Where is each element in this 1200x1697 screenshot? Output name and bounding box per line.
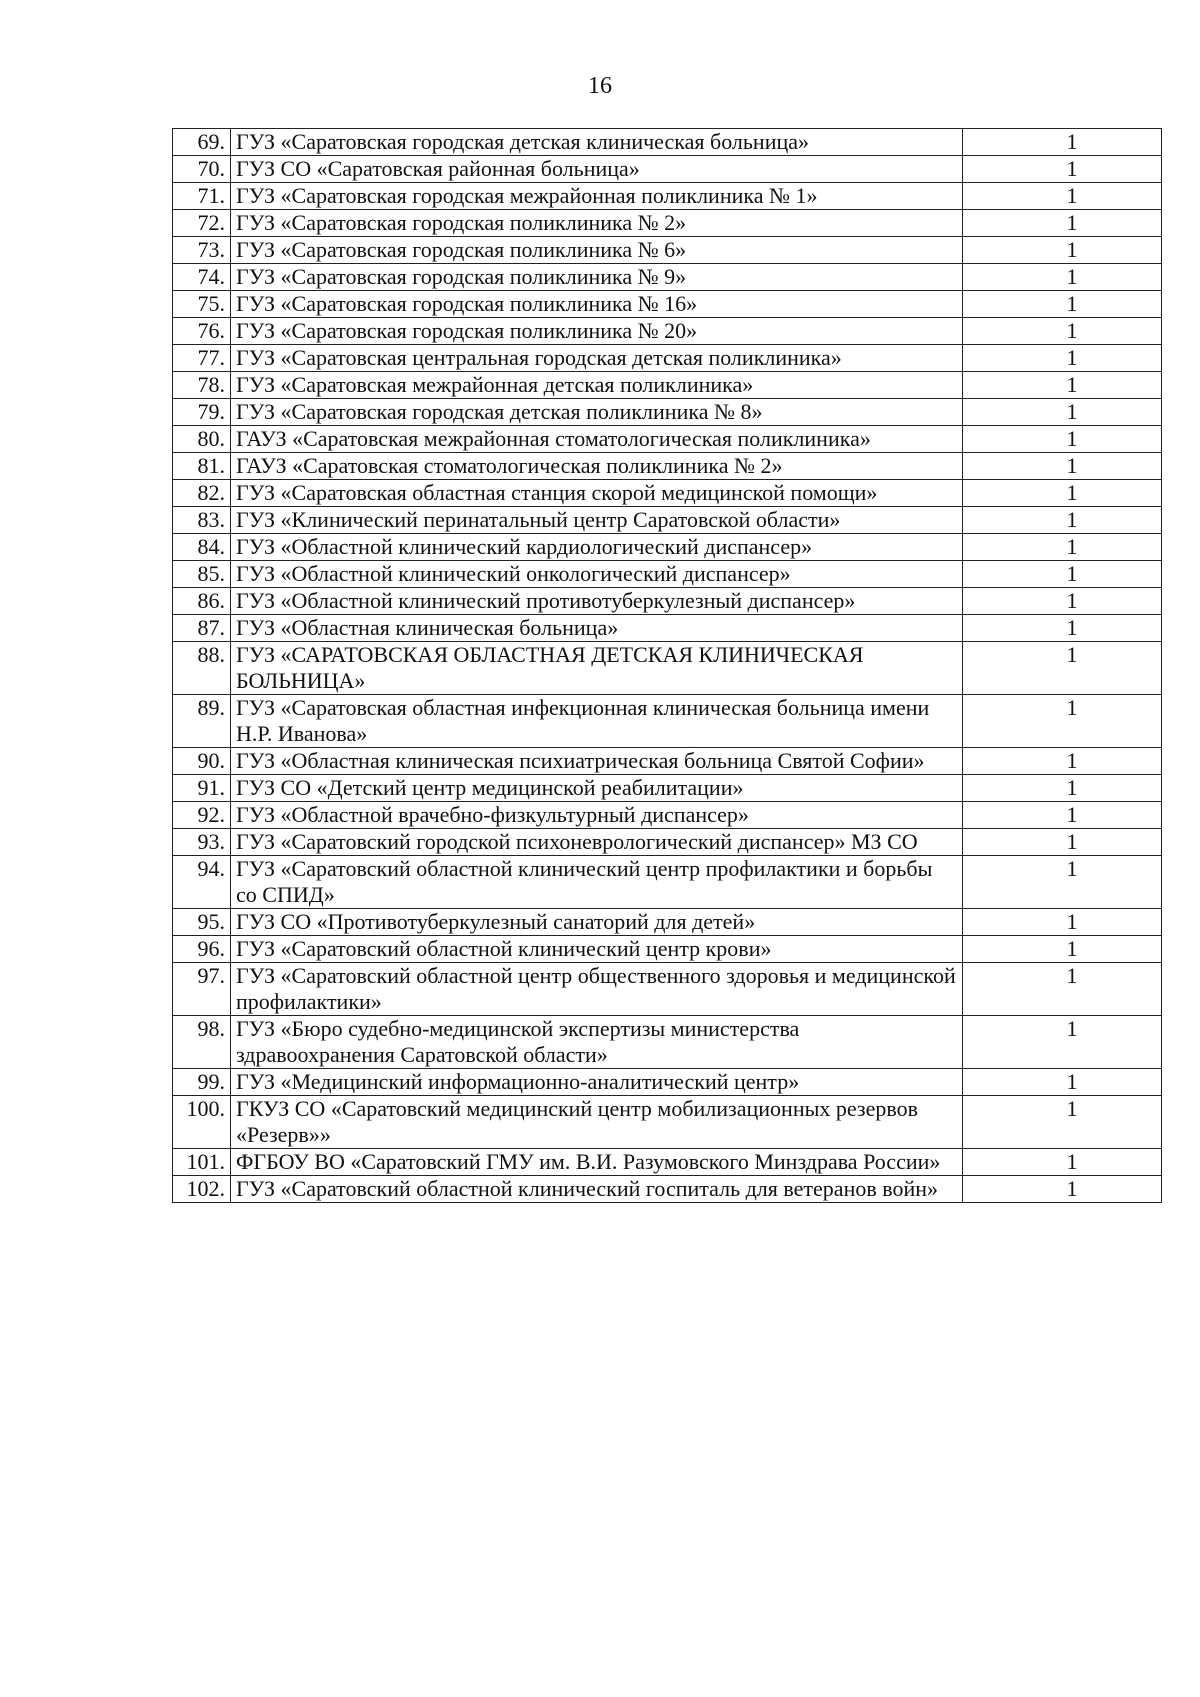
quantity: 1 <box>963 748 1162 775</box>
table-row <box>173 642 1162 695</box>
quantity: 1 <box>963 183 1162 210</box>
table-row <box>173 1016 1162 1069</box>
institution-name: ГУЗ «Областной клинический онкологический диспансер» <box>231 561 963 588</box>
institution-name: ГУЗ «Саратовская областная инфекционная клиническая больница имени Н.Р. Иванова» <box>231 695 963 748</box>
row-number: 99. <box>173 1069 231 1096</box>
page-number: 16 <box>588 73 612 99</box>
table-row <box>173 345 1162 372</box>
institution-name: ГУЗ «Областной врачебно-физкультурный диспансер» <box>231 802 963 829</box>
row-number: 100. <box>173 1096 231 1149</box>
quantity: 1 <box>963 588 1162 615</box>
quantity: 1 <box>963 1016 1162 1069</box>
row-number: 95. <box>173 909 231 936</box>
table-row <box>173 695 1162 748</box>
table-row <box>173 534 1162 561</box>
row-number: 73. <box>173 237 231 264</box>
institution-name: ГУЗ «Саратовская городская поликлиника № 2» <box>231 210 963 237</box>
row-number: 87. <box>173 615 231 642</box>
quantity: 1 <box>963 1069 1162 1096</box>
institution-name: ГУЗ СО «Детский центр медицинской реабилитации» <box>231 775 963 802</box>
institution-name: ГУЗ «Бюро судебно-медицинской экспертизы министерства здравоохранения Саратовской области» <box>231 1016 963 1069</box>
quantity: 1 <box>963 156 1162 183</box>
table-row <box>173 237 1162 264</box>
table-row <box>173 1149 1162 1176</box>
table-row <box>173 963 1162 1016</box>
table-row <box>173 748 1162 775</box>
quantity: 1 <box>963 345 1162 372</box>
institution-name: ГУЗ «Саратовская городская поликлиника № 9» <box>231 264 963 291</box>
table-row <box>173 129 1162 156</box>
institution-name: ГУЗ «Саратовская городская поликлиника № 20» <box>231 318 963 345</box>
table-row <box>173 615 1162 642</box>
row-number: 69. <box>173 129 231 156</box>
quantity: 1 <box>963 909 1162 936</box>
institution-name: ГУЗ СО «Саратовская районная больница» <box>231 156 963 183</box>
row-number: 79. <box>173 399 231 426</box>
institution-name: ФГБОУ ВО «Саратовский ГМУ им. В.И. Разумовского Минздрава России» <box>231 1149 963 1176</box>
quantity: 1 <box>963 453 1162 480</box>
row-number: 92. <box>173 802 231 829</box>
quantity: 1 <box>963 507 1162 534</box>
table-row <box>173 156 1162 183</box>
quantity: 1 <box>963 237 1162 264</box>
institution-name: ГУЗ «Саратовская городская поликлиника № 6» <box>231 237 963 264</box>
table-row <box>173 561 1162 588</box>
table-row <box>173 264 1162 291</box>
row-number: 80. <box>173 426 231 453</box>
quantity: 1 <box>963 480 1162 507</box>
quantity: 1 <box>963 372 1162 399</box>
row-number: 101. <box>173 1149 231 1176</box>
institution-name: ГУЗ «Саратовская областная станция скорой медицинской помощи» <box>231 480 963 507</box>
row-number: 88. <box>173 642 231 695</box>
table-row <box>173 802 1162 829</box>
table-row <box>173 183 1162 210</box>
table-row <box>173 775 1162 802</box>
table-row <box>173 372 1162 399</box>
institution-name: ГУЗ СО «Противотуберкулезный санаторий для детей» <box>231 909 963 936</box>
institution-name: ГУЗ «Саратовский областной центр общественного здоровья и медицинской профилактики» <box>231 963 963 1016</box>
table-row <box>173 909 1162 936</box>
institution-name: ГУЗ «Саратовский областной клинический госпиталь для ветеранов войн» <box>231 1176 963 1203</box>
table-row <box>173 318 1162 345</box>
table-row <box>173 426 1162 453</box>
quantity: 1 <box>963 291 1162 318</box>
quantity: 1 <box>963 695 1162 748</box>
table-row <box>173 399 1162 426</box>
quantity: 1 <box>963 642 1162 695</box>
table-row <box>173 856 1162 909</box>
table-row <box>173 291 1162 318</box>
quantity: 1 <box>963 399 1162 426</box>
quantity: 1 <box>963 829 1162 856</box>
row-number: 93. <box>173 829 231 856</box>
institution-name: ГУЗ «Клинический перинатальный центр Саратовской области» <box>231 507 963 534</box>
quantity: 1 <box>963 129 1162 156</box>
institutions-table <box>172 128 1162 1203</box>
quantity: 1 <box>963 856 1162 909</box>
quantity: 1 <box>963 318 1162 345</box>
institution-name: ГУЗ «Саратовская межрайонная детская поликлиника» <box>231 372 963 399</box>
row-number: 102. <box>173 1176 231 1203</box>
table-row <box>173 507 1162 534</box>
institution-name: ГУЗ «Областная клиническая психиатрическая больница Святой Софии» <box>231 748 963 775</box>
table-row <box>173 829 1162 856</box>
table-row <box>173 210 1162 237</box>
row-number: 70. <box>173 156 231 183</box>
table-row <box>173 453 1162 480</box>
row-number: 89. <box>173 695 231 748</box>
row-number: 86. <box>173 588 231 615</box>
row-number: 97. <box>173 963 231 1016</box>
quantity: 1 <box>963 1176 1162 1203</box>
row-number: 77. <box>173 345 231 372</box>
institution-name: ГУЗ «Саратовская городская детская клиническая больница» <box>231 129 963 156</box>
institution-name: ГУЗ «Саратовская центральная городская детская поликлиника» <box>231 345 963 372</box>
row-number: 78. <box>173 372 231 399</box>
row-number: 96. <box>173 936 231 963</box>
quantity: 1 <box>963 1096 1162 1149</box>
institution-name: ГУЗ «Областной клинический противотуберкулезный диспансер» <box>231 588 963 615</box>
institution-name: ГУЗ «САРАТОВСКАЯ ОБЛАСТНАЯ ДЕТСКАЯ КЛИНИЧЕСКАЯ БОЛЬНИЦА» <box>231 642 963 695</box>
row-number: 82. <box>173 480 231 507</box>
quantity: 1 <box>963 963 1162 1016</box>
institution-name: ГКУЗ СО «Саратовский медицинский центр мобилизационных резервов «Резерв»» <box>231 1096 963 1149</box>
quantity: 1 <box>963 775 1162 802</box>
quantity: 1 <box>963 426 1162 453</box>
table-row <box>173 1176 1162 1203</box>
row-number: 85. <box>173 561 231 588</box>
table-row <box>173 1069 1162 1096</box>
quantity: 1 <box>963 210 1162 237</box>
table-row <box>173 1096 1162 1149</box>
institution-name: ГУЗ «Саратовская городская поликлиника № 16» <box>231 291 963 318</box>
quantity: 1 <box>963 561 1162 588</box>
institution-name: ГАУЗ «Саратовская межрайонная стоматологическая поликлиника» <box>231 426 963 453</box>
row-number: 84. <box>173 534 231 561</box>
institutions-table-body <box>173 129 1162 1203</box>
row-number: 83. <box>173 507 231 534</box>
table-row <box>173 588 1162 615</box>
institution-name: ГУЗ «Областная клиническая больница» <box>231 615 963 642</box>
row-number: 72. <box>173 210 231 237</box>
quantity: 1 <box>963 1149 1162 1176</box>
table-row <box>173 936 1162 963</box>
institution-name: ГУЗ «Областной клинический кардиологический диспансер» <box>231 534 963 561</box>
row-number: 74. <box>173 264 231 291</box>
institution-name: ГУЗ «Медицинский информационно-аналитический центр» <box>231 1069 963 1096</box>
institution-name: ГАУЗ «Саратовская стоматологическая поликлиника № 2» <box>231 453 963 480</box>
quantity: 1 <box>963 534 1162 561</box>
quantity: 1 <box>963 615 1162 642</box>
row-number: 98. <box>173 1016 231 1069</box>
row-number: 76. <box>173 318 231 345</box>
institution-name: ГУЗ «Саратовская городская межрайонная поликлиника № 1» <box>231 183 963 210</box>
institution-name: ГУЗ «Саратовский областной клинический центр профилактики и борьбы со СПИД» <box>231 856 963 909</box>
institution-name: ГУЗ «Саратовский городской психоневрологический диспансер» МЗ СО <box>231 829 963 856</box>
quantity: 1 <box>963 802 1162 829</box>
institution-name: ГУЗ «Саратовский областной клинический центр крови» <box>231 936 963 963</box>
row-number: 71. <box>173 183 231 210</box>
institution-name: ГУЗ «Саратовская городская детская поликлиника № 8» <box>231 399 963 426</box>
row-number: 94. <box>173 856 231 909</box>
row-number: 75. <box>173 291 231 318</box>
quantity: 1 <box>963 264 1162 291</box>
table-row <box>173 480 1162 507</box>
row-number: 90. <box>173 748 231 775</box>
quantity: 1 <box>963 936 1162 963</box>
row-number: 91. <box>173 775 231 802</box>
row-number: 81. <box>173 453 231 480</box>
